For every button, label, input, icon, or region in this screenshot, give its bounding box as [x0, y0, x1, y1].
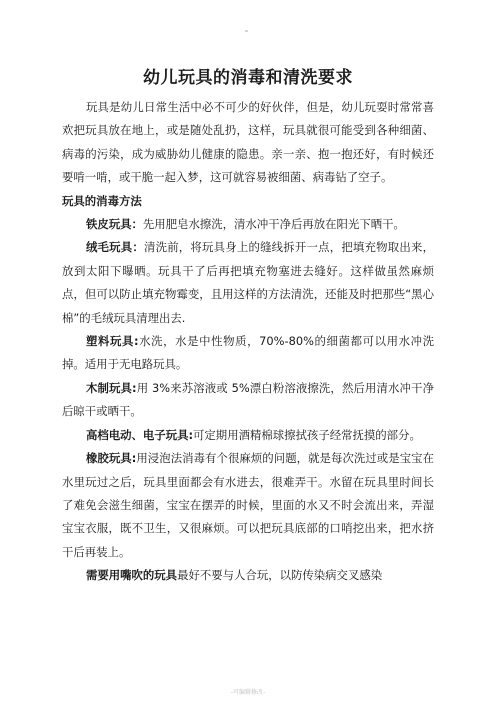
method-item-electronic	[62, 424, 434, 447]
method-item-mouth	[62, 564, 434, 587]
method-text: 用浸泡法消毒有个很麻烦的问题，就是每次洗过或是宝宝在水里玩过之后，玩具里面都会有水进去，很难弄干。水留在玩具里时间长了难免会滋生细菌，宝宝在摆弄的时候，里面的水又不时会流出来，弄湿宝宝衣服，既不卫生，又很麻烦。可以把玩具底部的口哨挖出来，把水挤干后再装上。	[62, 451, 434, 559]
intro-paragraph: 玩具是幼儿日常生活中必不可少的好伙伴，但是，幼儿玩耍时常常喜欢把玩具放在地上，或是随处乱扔，这样，玩具就很可能受到各种细菌、病毒的污染，成为威胁幼儿健康的隐患。亲一亲、抱一抱还好，有时候还要啃一啃，或干脆一起入梦，这可就容易被细菌、病毒钻了空子。	[62, 100, 434, 185]
method-term: 塑料玩具:	[85, 334, 139, 349]
decorative-dot	[245, 30, 248, 32]
method-text: 先用肥皂水擦洗，清水冲干净后再放在阳光下晒干。	[142, 217, 405, 232]
page-title: 幼儿玩具的消毒和清洗要求	[143, 68, 353, 88]
method-term: 木制玩具:	[85, 380, 137, 395]
method-text: 可定期用酒精棉球擦拭孩子经常抚摸的部分。	[193, 427, 421, 442]
method-text: 用 3%来苏溶液或 5%漂白粉溶液擦洗，然后用清水冲干净后晾干或晒干。	[62, 380, 434, 419]
method-item-plastic	[62, 330, 434, 377]
method-item-rubber	[62, 447, 434, 564]
method-term: 需要用嘴吹的玩具	[85, 568, 178, 583]
method-term: 绒毛玩具：	[85, 240, 144, 255]
method-item-plush	[62, 236, 434, 330]
method-text: 清洗前，将玩具身上的缝线拆开一点，把填充物取出来，放到太阳下曝晒。玩具干了后再把填充物塞进去缝好。这样做虽然麻烦点，但可以防止填充物霉变，且用这样的方法清洗，还能及时把那些“黑心棉”的毛绒玩具清理出去.	[62, 240, 434, 325]
method-term: 高档电动、电子玩具:	[85, 427, 194, 442]
method-term: 橡胶玩具:	[85, 451, 137, 466]
method-text: 最好不要与人合玩，以防传染病交叉感染	[177, 568, 383, 583]
document-body	[62, 96, 434, 588]
section-title: 玩具的消毒方法	[62, 193, 142, 208]
method-item-wood	[62, 377, 434, 424]
method-text: 水洗，水是中性物质，70%-80%的细菌都可以用水冲洗掉。适用于无电路玩具。	[62, 334, 434, 372]
method-item-iron	[62, 213, 434, 236]
method-term: 铁皮玩具：	[85, 217, 143, 232]
page-footer: -可编辑修改-	[230, 689, 266, 696]
